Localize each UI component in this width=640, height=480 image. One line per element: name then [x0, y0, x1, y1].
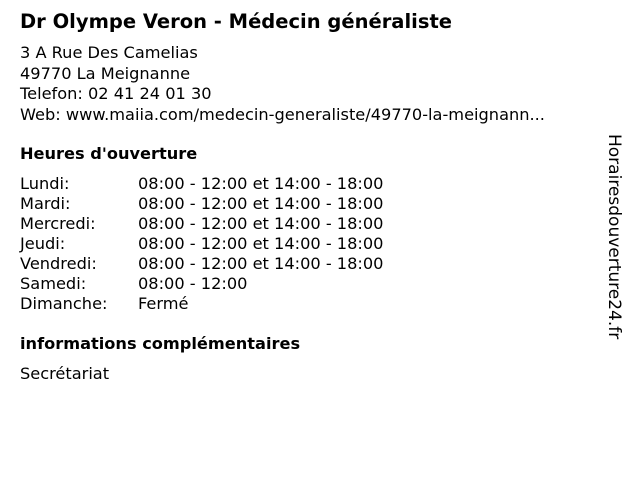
day-hours: 08:00 - 12:00 et 14:00 - 18:00 — [138, 174, 384, 193]
day-label: Dimanche: — [20, 294, 108, 313]
hours-row-tuesday — [20, 194, 383, 214]
day-label: Lundi: — [20, 174, 70, 193]
address-city: 49770 La Meignanne — [20, 63, 191, 83]
day-label: Mardi: — [20, 194, 71, 213]
additional-info-text: Secrétariat — [20, 364, 110, 383]
day-hours: Fermé — [138, 294, 189, 313]
day-hours: 08:00 - 12:00 et 14:00 - 18:00 — [138, 194, 384, 213]
website-link: Web: www.maiia.com/medecin-generaliste/49770-la-meignann... — [20, 104, 545, 124]
hours-row-wednesday — [20, 214, 383, 234]
day-label: Mercredi: — [20, 214, 96, 233]
hours-row-friday — [20, 254, 383, 274]
phone-number: Telefon: 02 41 24 01 30 — [20, 84, 212, 103]
address-street: 3 A Rue Des Camelias — [20, 43, 198, 62]
day-hours: 08:00 - 12:00 et 14:00 - 18:00 — [138, 234, 384, 253]
opening-hours-table — [20, 174, 383, 314]
day-hours: 08:00 - 12:00 et 14:00 - 18:00 — [138, 214, 384, 233]
page-title: Dr Olympe Veron - Médecin généraliste — [20, 10, 452, 33]
opening-hours-heading: Heures d'ouverture — [20, 144, 198, 163]
day-hours: 08:00 - 12:00 — [138, 274, 248, 293]
day-label: Jeudi: — [20, 234, 66, 253]
hours-row-thursday — [20, 234, 383, 254]
day-label: Vendredi: — [20, 254, 97, 273]
day-label: Samedi: — [20, 274, 87, 293]
additional-info-heading: informations complémentaires — [20, 334, 301, 353]
day-hours: 08:00 - 12:00 et 14:00 - 18:00 — [138, 254, 384, 273]
hours-row-monday — [20, 174, 383, 194]
hours-row-sunday — [20, 294, 383, 314]
address-block — [20, 43, 545, 125]
site-watermark: Horairesdouverture24.fr — [604, 134, 624, 340]
hours-row-saturday — [20, 274, 383, 294]
